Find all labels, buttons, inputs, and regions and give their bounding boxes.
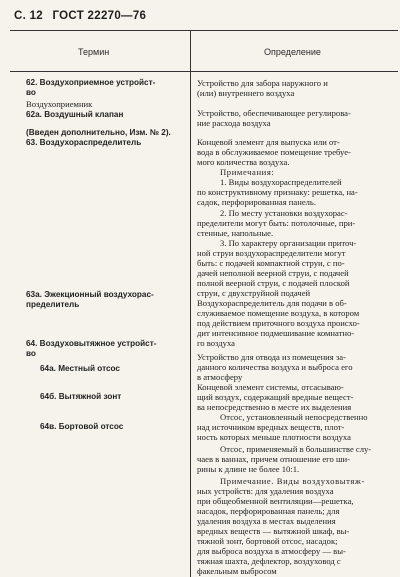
table-header-rule (10, 71, 398, 72)
note3-line1: 3. По характеру организации приточ- (220, 238, 357, 248)
note-b-line8: для выброса воздуха в атмосферу — вы- (197, 546, 346, 556)
term-64b: 64б. Вытяжной зонт (40, 392, 122, 401)
amendment-note: (Введен дополнительно, Изм. № 2). (26, 128, 171, 137)
note3-line6: струи, с двухструйной подачей (197, 288, 311, 298)
note3-line3: быть: с подачей компактной струи, с по- (197, 258, 345, 268)
def-64-line3: в атмосферу (197, 372, 243, 382)
term-64c: 64в. Бортовой отсос (40, 422, 124, 431)
note1-line1: 1. Виды воздухораспределителей (220, 177, 342, 187)
column-divider (190, 30, 191, 577)
page-header (14, 10, 152, 22)
def-64c-line3: рины к длине не более 10:1. (197, 464, 300, 474)
def-63a-line2: служиваемое помещение воздуха, в котором (197, 308, 360, 318)
note2-line2: пределители могут быть: потолочные, при- (197, 218, 356, 228)
note2-line3: стенные, напольные. (197, 228, 274, 238)
def-63a-line3: под действием приточного воздуха происхо- (197, 318, 360, 328)
def-64-line2: данного количества воздуха и выброса его (197, 362, 353, 372)
note1-line3: садок, перфорированная панель. (197, 197, 316, 207)
column-header-term: Термин (78, 47, 110, 57)
def-64a-line3: ва непосредственно в месте их выделения (197, 402, 352, 412)
term-62a: 62а. Воздушный клапан (26, 110, 124, 119)
page-number: С. 12 (14, 10, 43, 22)
def-64b-line1: Отсос, установленный непосредственно (220, 412, 368, 422)
table-top-rule (10, 30, 398, 31)
term-64-line1: 64. Воздуховытяжное устройст- (26, 339, 157, 348)
term-64-line2: во (26, 349, 36, 358)
def-63a-line4: дит интенсивное подмешивание комнатно- (197, 328, 355, 338)
def-64b-line2: над источником вредных веществ, плот- (197, 422, 345, 432)
term-63a-line1: 63а. Эжекционный воздухорас- (26, 290, 154, 299)
note-b-line2: ных устройств: для удаления воздуха (197, 486, 334, 496)
term-62-line1: 62. Воздухоприемное устройст- (26, 78, 156, 87)
note-b-line1: Примечание. Виды воздуховытяж- (220, 476, 365, 486)
term-63: 63. Воздухораспределитель (26, 138, 142, 147)
term-62-synonym: Воздухоприемник (26, 99, 93, 109)
def-64-line1: Устройство для отвода из помещения за- (197, 352, 346, 362)
note-b-line9: тяжная шахта, дефлектор, воздуховод с (197, 556, 341, 566)
def-64a-line1: Концевой элемент системы, отсасываю- (197, 382, 344, 392)
def-63a-line1-visible: Воздухораспределитель для подачи в об- (197, 298, 347, 308)
term-64a: 64а. Местный отсос (40, 364, 120, 373)
note1-line2: по конструктивному признаку: решетка, на- (197, 187, 358, 197)
note-b-line10: факельным выбросом (197, 566, 277, 576)
def-62a-line1: Устройство, обеспечивающее регулирова- (197, 108, 351, 118)
notes-title: Примечания: (220, 167, 275, 177)
def-62-line2: (или) внутреннего воздуха (197, 88, 295, 98)
column-header-definition: Определение (264, 47, 321, 57)
def-64b-line3: ность которых меньше плотности воздуха (197, 432, 351, 442)
standard-code: ГОСТ 22270—76 (52, 10, 147, 22)
term-63a-line2: пределитель (26, 300, 80, 309)
note2-line1: 2. По месту установки воздухорас- (220, 208, 348, 218)
note-b-line4: насадок, перфорированная панель; для (197, 506, 340, 516)
def-63-line2: вода в обслуживаемое помещение требуе- (197, 147, 351, 157)
def-62-line1: Устройство для забора наружного и (197, 78, 328, 88)
note-b-line5: удаления воздуха в местах выделения (197, 516, 336, 526)
def-62a-line2: ние расхода воздуха (197, 118, 271, 128)
term-62-line2: во (26, 88, 36, 97)
def-63-line3: мого количества воздуха. (197, 157, 290, 167)
note3-line2: ной струи воздухораспределители могут (197, 248, 346, 258)
def-64a-line2: щий воздух, содержащий вредные вещест- (197, 392, 354, 402)
note-b-line3: при общеобменной вентиляции—решетка, (197, 496, 354, 506)
def-63a-line5: го воздуха (197, 338, 235, 348)
def-64c-line1: Отсос, применяемый в большинстве слу- (220, 444, 372, 454)
note3-line4: дачей неполной веерной струи, с подачей (197, 268, 349, 278)
note-b-line6: вредных веществ — вытяжной шкаф, вы- (197, 526, 350, 536)
note-b-line7: тяжной зонт, бортовой отсос, насадок; (197, 536, 338, 546)
def-63-line1: Концевой элемент для выпуска или от- (197, 137, 340, 147)
note3-line5: полной веерной струи, с подачей плоской (197, 278, 350, 288)
def-64c-line2: чаев в ваннах, причем отношение его ши- (197, 454, 351, 464)
